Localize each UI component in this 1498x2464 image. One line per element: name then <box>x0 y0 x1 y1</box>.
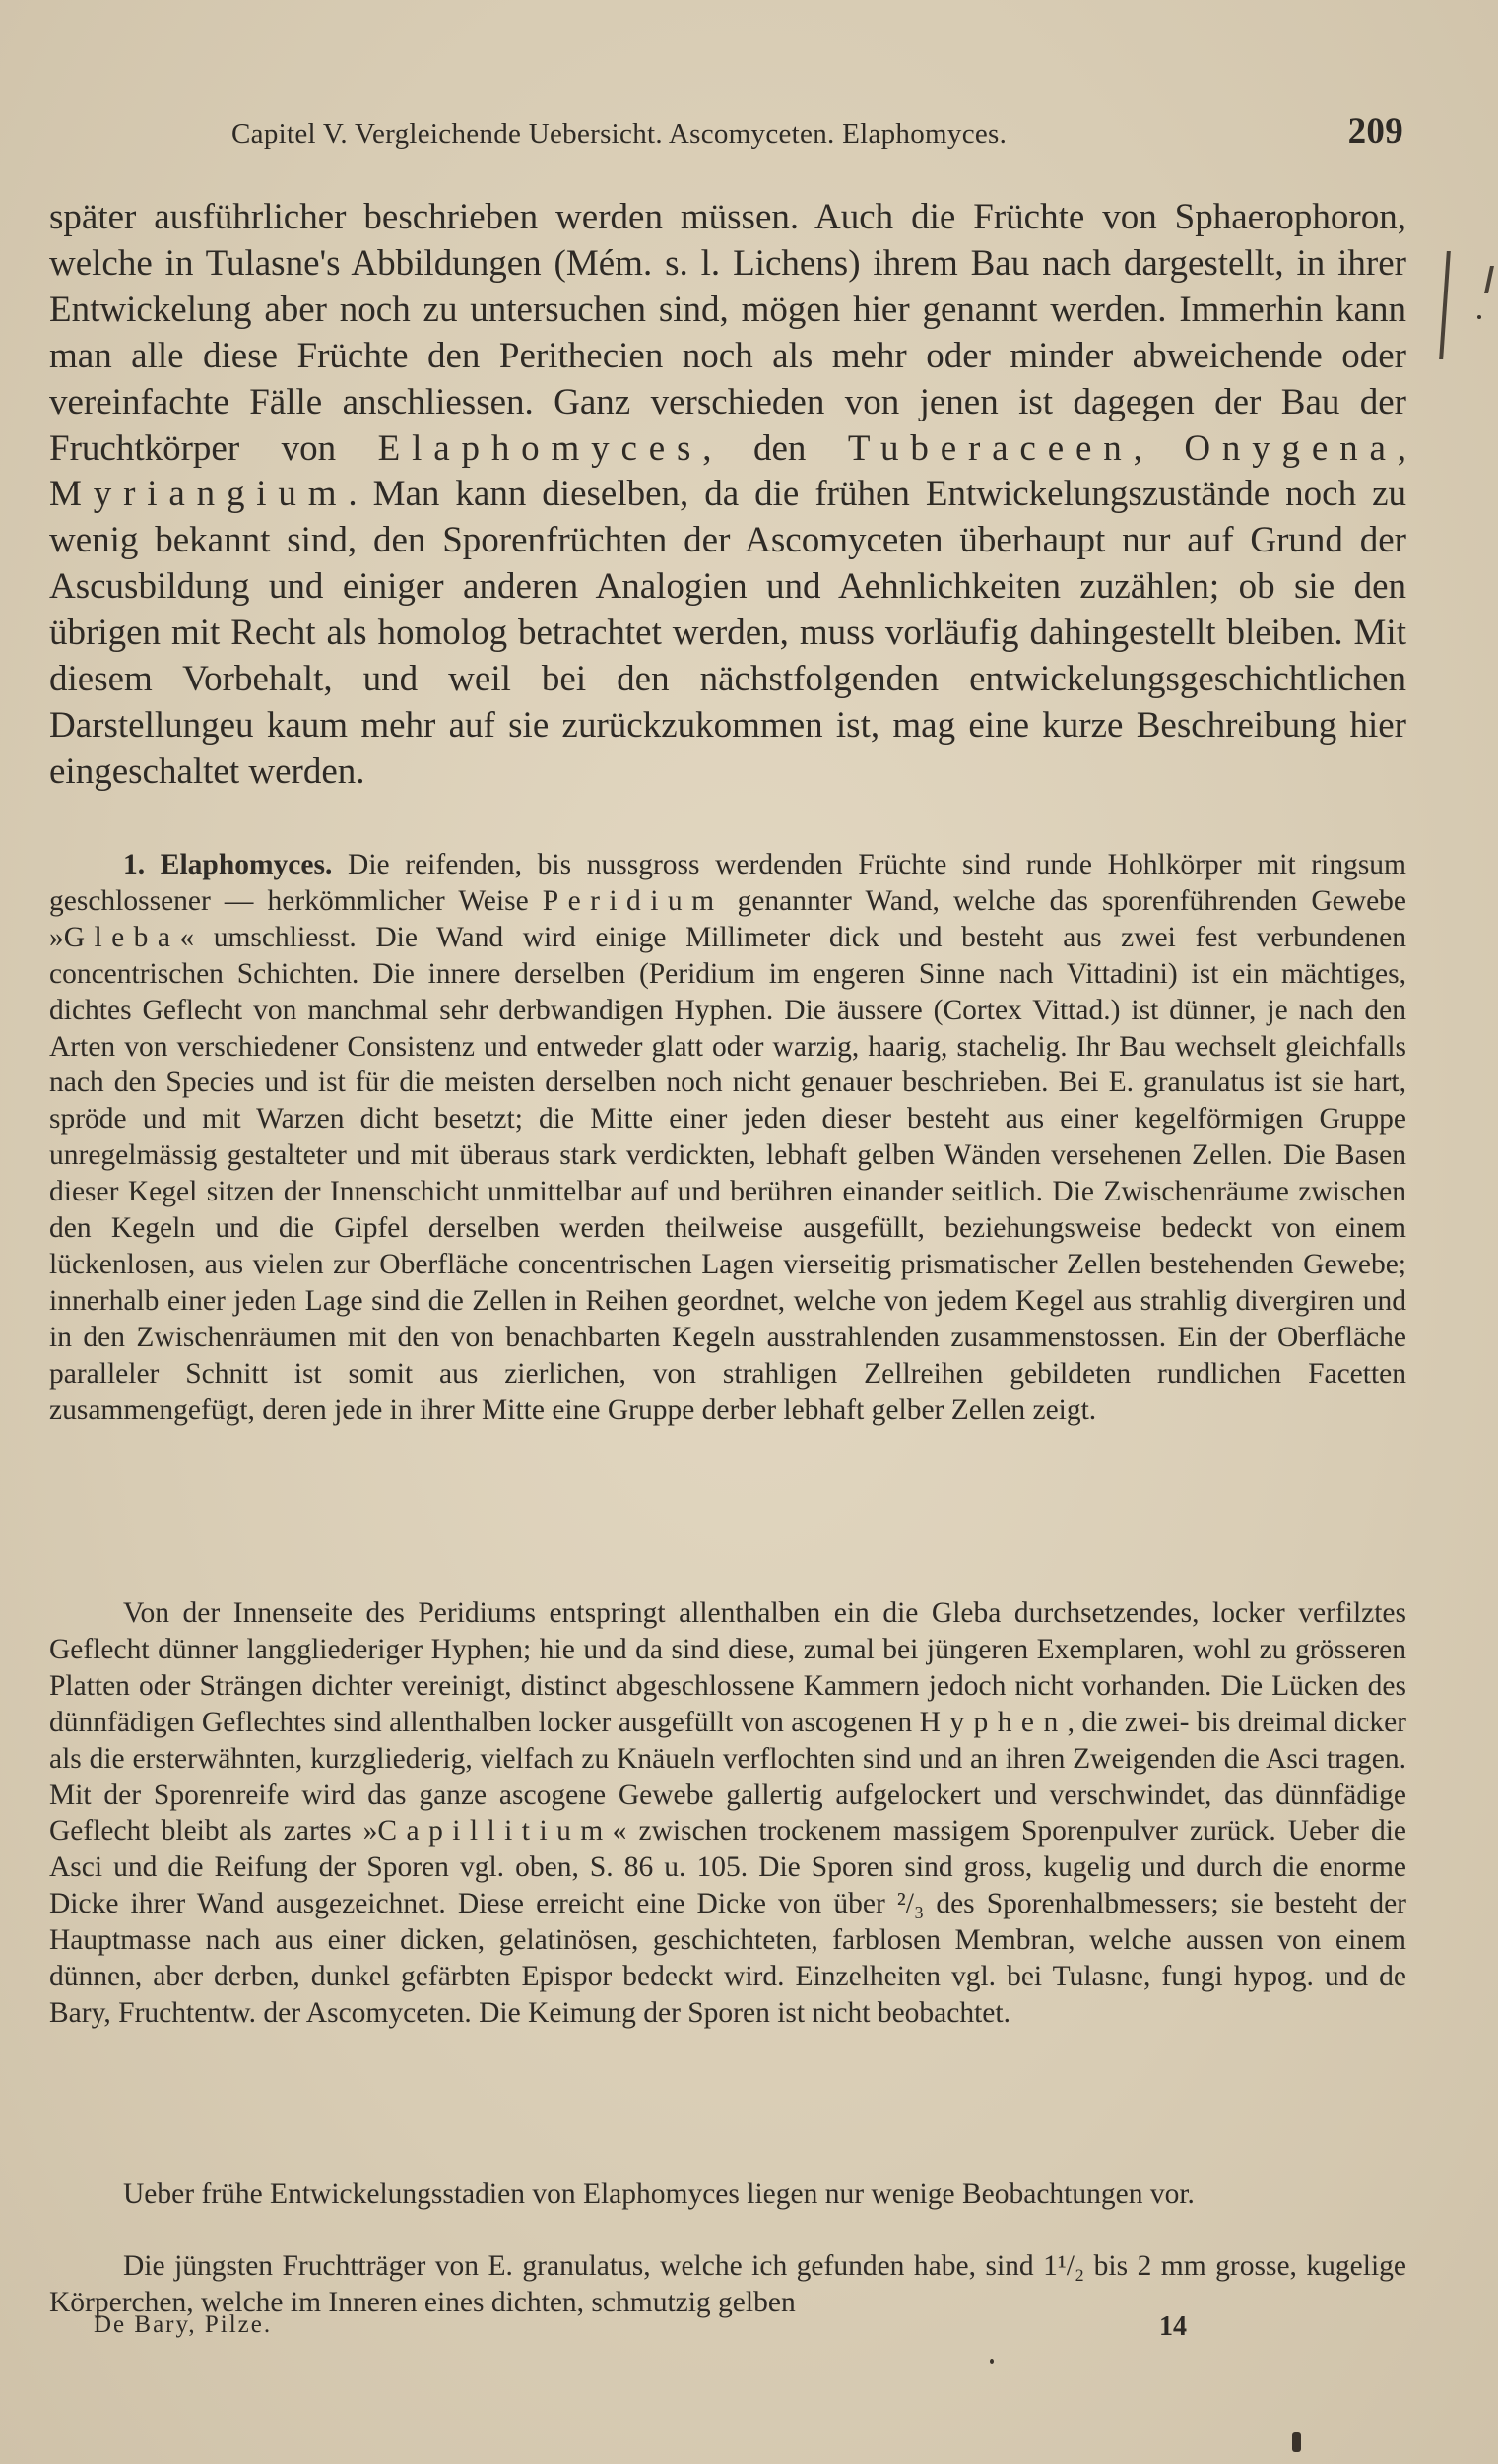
section4-text: Die jüngsten Fruchtträger von E. granulatus, welche ich gefunden habe, sind 1¹/₂ bis 2 mm grosse, kugelige Körperchen, welche im Inneren eines dichten, schmutzig gelben <box>49 2250 1406 2318</box>
genus-onygena: Onygena <box>1184 427 1398 469</box>
paragraph-peridium-interior <box>49 1595 1406 2032</box>
section-elaphomyces <box>49 847 1406 1429</box>
footer-author: De Bary, Pilze. <box>94 2311 273 2338</box>
section3-text: Ueber frühe Entwickelungsstadien von Elaphomyces liegen nur wenige Beobachtungen vor. <box>123 2178 1195 2210</box>
sheet-number: 14 <box>1159 2311 1187 2342</box>
ink-speck <box>990 2359 994 2364</box>
intro-text-4: , <box>1397 427 1407 469</box>
paragraph-youngest-fruits <box>49 2248 1406 2321</box>
section1-text-3: « umschliesst. Die Wand wird einige Millimeter dick und besteht aus zwei fest verbundenen concentrischen Schichten. Die innere derselben (Peridium im engeren Sinne nach Vittadini) ist ein mächtiges, dichtes Geflecht von manchmal sehr derbwandigen Hyphen. Die äussere (Cortex Vittad.) ist dünner, je nach den Arten von verschiedener Consistenz und entweder glatt oder warzig, haarig, stachelig. Ihr Bau wechselt gleichfalls nach den Species und ist für die meisten derselben noch nicht genauer beschrieben. Bei E. granulatus ist sie hart, spröde und mit Warzen dicht besetzt; die Mitte einer jeden dieser besteht aus einer kegelförmigen Gruppe unregelmässig gestalteter und mit überaus stark verdickten, lebhaft gelben Wänden versehenen Zellen. Die Basen dieser Kegel sitzen der Innenschicht unmittelbar auf und berühren einander seitlich. Die Zwischenräume zwischen den Kegeln und die Gipfel derselben werden theilweise ausgefüllt, beziehungsweise bedeckt von einem lückenlosen, aus vielen zur Oberfläche concentrischen Lagen vierseitig prismatischer Zellen bestehenden Gewebe; innerhalb einer jeden Lage sind die Zellen in Reihen geordnet, welche von jedem Kegel aus strahlig divergiren und in den Zwischenräumen mit den von benachbarten Kegeln ausstrahlenden zusammenstossen. Ein der Oberfläche paralleler Schnitt ist somit aus zierlichen, von strahligen Zellreihen gebildeten rundlichen Facetten zusammengefügt, deren jede in ihrer Mitte eine Gruppe derber lebhaft gelber Zellen zeigt. <box>49 921 1406 1426</box>
term-capillitium: Capillitium <box>377 1815 613 1848</box>
running-head <box>231 110 1403 160</box>
paragraph-early-stages <box>49 2176 1406 2213</box>
ink-speck <box>1477 315 1481 319</box>
genus-tuberaceen: Tuberaceen <box>847 427 1134 469</box>
term-gleba: Gleba <box>63 921 180 953</box>
intro-paragraph <box>49 195 1406 796</box>
running-title: Capitel V. Vergleichende Uebersicht. Ascomyceten. Elaphomyces. <box>231 118 1008 150</box>
section1-text-1: Die reifenden, bis nussgross werdenden Früchte sind runde Hohlkörper mit ringsum geschlossener — herkömmlicher Weise <box>49 849 1407 917</box>
page-number: 209 <box>1347 111 1403 152</box>
intro-text-5: . Man kann dieselben, da die frühen Entwickelungszustände noch zu wenig bekannt sind, den Sporenfrüchten der Ascomyceten überhaupt nur auf Grund der Ascusbildung und einiger anderen Analogien und Aehnlichkeiten zuzählen; ob sie den übrigen mit Recht als homolog betrachtet werden, muss vorläufig dahingestellt bleiben. Mit diesem Vorbehalt, und weil bei den nächstfolgenden entwickelungsgeschichtlichen Darstellungeu kaum mehr auf sie zurückzukommen ist, mag eine kurze Beschreibung hier eingeschaltet werden. <box>49 474 1406 792</box>
section2-text-2: , die zwei- bis dreimal dicker als die ersterwähnten, kurzgliederig, vielfach zu Knäueln verflochten sind und an ihren Zweigenden die Asci tragen. Mit der Sporenreife wird das ganze ascogene Gewebe gallertig aufgelockert und verschwindet, das dünnfädige Geflecht bleibt als zartes » <box>49 1706 1406 1848</box>
term-hyphen: Hyphen <box>919 1706 1068 1738</box>
margin-pencil-mark-small <box>1484 266 1494 293</box>
genus-elaphomyces: Elaphomyces <box>377 427 703 469</box>
genus-myriangium: Myriangium <box>49 474 349 515</box>
section1-text-2: genannter Wand, welche das sporenführenden Gewebe » <box>49 884 1407 953</box>
margin-pencil-mark <box>1439 251 1451 359</box>
intro-text-1: später ausführlicher beschrieben werden müssen. Auch die Früchte von Sphaerophoron, welche in Tulasne's Abbildungen (Mém. s. l. Lichens) ihrem Bau nach dargestellt, in ihrer Entwickelung aber noch zu untersuchen sind, mögen hier genannt werden. Immerhin kann man alle diese Früchte den Perithecien noch als mehr oder minder abweichende oder vereinfachte Fälle anschliessen. Ganz verschieden von jenen ist dagegen der Bau der Fruchtkörper von <box>49 197 1406 469</box>
ink-speck <box>1292 2432 1301 2452</box>
section-label: 1. Elaphomyces. <box>123 849 333 880</box>
section2-text-1: Von der Innenseite des Peridiums entspringt allenthalben ein die Gleba durchsetzendes, locker verfilztes Geflecht dünner langgliederiger Hyphen; hie und da sind diese, zumal bei jüngeren Exemplaren, wohl zu grösseren Platten oder Strängen dichter vereinigt, distinct abgeschlossene Kammern jedoch nicht vorhanden. Die Lücken des dünnfädigen Geflechtes sind allenthalben locker ausgefüllt von ascogenen <box>49 1597 1406 1738</box>
intro-text-2: , den <box>702 427 807 469</box>
term-peridium: Peridium <box>542 884 724 917</box>
intro-text-3: , <box>1133 427 1142 469</box>
section2-text-3: « zwischen trockenem massigem Sporenpulver zurück. Ueber die Asci und die Reifung der Sporen vgl. oben, S. 86 u. 105. Die Sporen sind gross, kugelig und durch die enorme Dicke ihrer Wand ausgezeichnet. Diese erreicht eine Dicke von über ²/₃ des Sporenhalbmessers; sie besteht der Hauptmasse nach aus einer dicken, gelatinösen, geschichteten, farblosen Membran, welche aussen von einem dünnen, aber derben, dunkel gefärbten Epispor bedeckt wird. Einzelheiten vgl. bei Tulasne, fungi hypog. und de Bary, Fruchtentw. der Ascomyceten. Die Keimung der Sporen ist nicht beobachtet. <box>49 1815 1406 2029</box>
page-footer <box>94 2311 1216 2351</box>
